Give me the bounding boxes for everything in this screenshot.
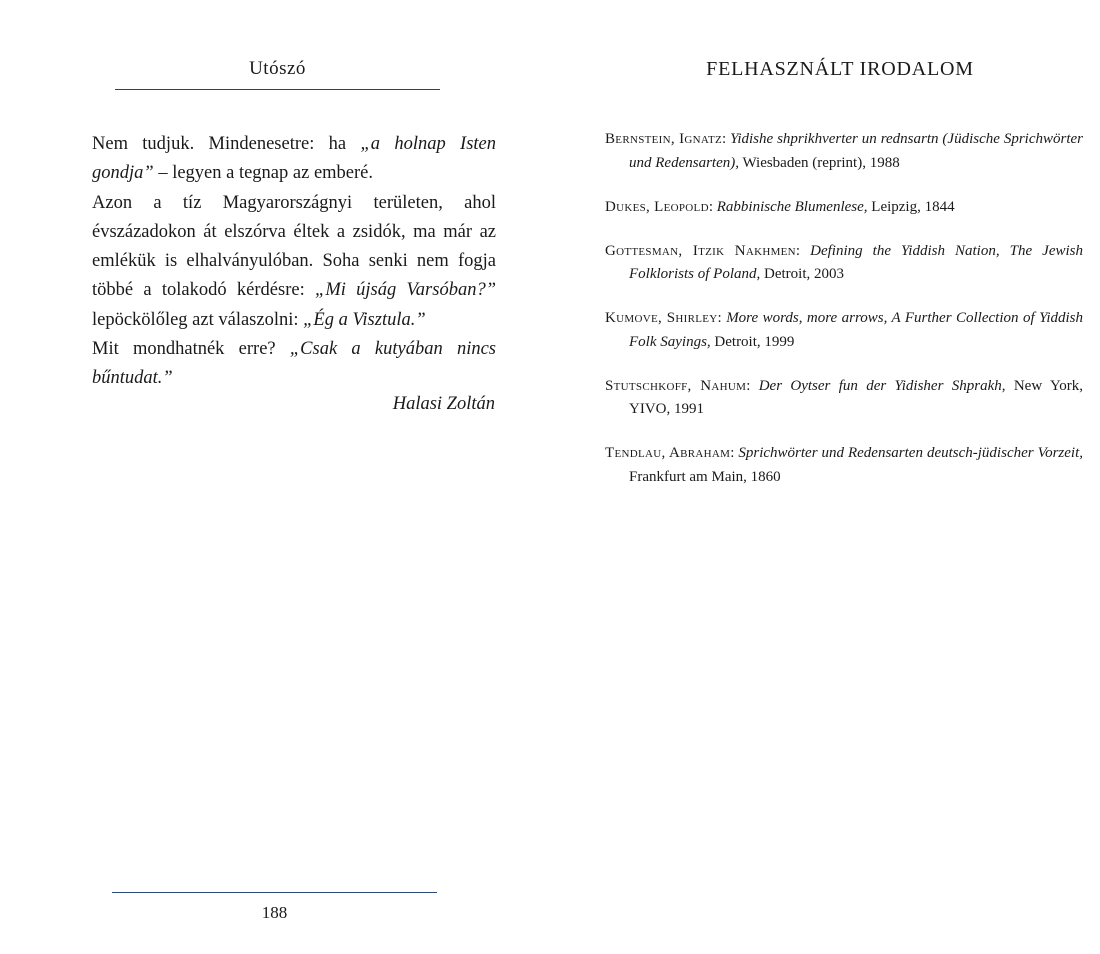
entry-publication: Wiesbaden (reprint), 1988 <box>738 154 900 171</box>
quote-holnap: „a holnap Isten gondja” <box>92 134 497 184</box>
entry-title: Sprichwörter und Redensarten deutsch-jüdischer Vorzeit, <box>738 445 1083 461</box>
footer-rule <box>112 892 437 893</box>
right-page <box>550 0 1100 954</box>
afterword-text <box>92 130 496 394</box>
paragraph-1-text-b: – legyen a tegnap az emberé. <box>153 163 374 184</box>
page-number: 188 <box>261 903 288 922</box>
author-signature: Halasi Zoltán <box>392 394 495 414</box>
bibliography-entry: Bernstein, Ignatz: Yidishe shprikhverter un rednsartn (Jüdische Sprichwörter und Redensarten), Wiesbaden (reprint), 1988 <box>605 131 1083 171</box>
entry-title: Der Oytser fun der Yidisher Shprakh, <box>758 377 1006 394</box>
entry-author: Kumove, Shirley <box>605 310 718 326</box>
bibliography-entry: Tendlau, Abraham: Sprichwörter und Redensarten deutsch-jüdischer Vorzeit, Frankfurt am Main, 1860 <box>605 445 1083 485</box>
entry-publication: New York, YIVO, 1991 <box>629 377 1084 417</box>
section-title: FELHASZNÁLT IRODALOM <box>706 58 974 80</box>
paragraph-1-text-a: Nem tudjuk. Mindenesetre: ha <box>92 134 361 154</box>
paragraph-1 <box>92 130 496 189</box>
quote-varsoban: „Mi újság Varsóban?” <box>315 280 496 301</box>
entry-publication: Detroit, 2003 <box>760 266 844 282</box>
entry-author: Stutschkoff, Nahum <box>605 377 747 394</box>
entry-author: Gottesman, Itzik Nakhmen <box>605 242 796 259</box>
entry-title: More words, more arrows, A Further Collection of Yiddish Folk Sayings, <box>629 310 1083 350</box>
entry-author: Dukes, Leopold <box>605 198 709 215</box>
bibliography-list <box>605 128 1083 510</box>
bibliography-entry: Stutschkoff, Nahum: Der Oytser fun der Yidisher Shprakh, New York, YIVO, 1991 <box>605 377 1084 417</box>
paragraph-3-text-a: Mit mondhatnék erre? <box>92 339 290 360</box>
entry-publication: Frankfurt am Main, 1860 <box>629 468 781 485</box>
entry-publication: Detroit, 1999 <box>710 333 795 350</box>
entry-author: Tendlau, Abraham <box>605 445 731 461</box>
bibliography-entry: Kumove, Shirley: More words, more arrows, A Further Collection of Yiddish Folk Sayings, Detroit, 1999 <box>605 310 1083 350</box>
paragraph-2-text-a: Azon a tíz Magyarországnyi területen, ahol évszázadokon át elszórva éltek a zsidók, ma már az emlékük is elhalványulóban. Soha senki nem fogja többé a tolakodó kérdésre: <box>92 192 496 301</box>
paragraph-3 <box>92 335 496 394</box>
header-rule <box>115 89 440 90</box>
running-head: Utószó <box>249 58 306 79</box>
entry-title: Rabbinische Blumenlese, <box>716 198 868 215</box>
quote-visztula: „Ég a Visztula.” <box>303 309 426 330</box>
paragraph-2 <box>92 189 496 335</box>
entry-title: Defining the Yiddish Nation, The Jewish Folklorists of Poland, <box>629 242 1083 282</box>
quote-kutyaban: „Csak a kutyában nincs bűntudat.” <box>92 339 497 389</box>
entry-author: Bernstein, Ignatz <box>605 131 722 147</box>
bibliography-entry: Dukes, Leopold: Rabbinische Blumenlese, Leipzig, 1844 <box>605 198 955 215</box>
entry-publication: Leipzig, 1844 <box>867 198 955 215</box>
bibliography-entry: Gottesman, Itzik Nakhmen: Defining the Yiddish Nation, The Jewish Folklorists of Poland, Detroit, 2003 <box>605 242 1083 282</box>
paragraph-2-text-b: lepöckölőleg azt válaszolni: <box>92 309 304 330</box>
entry-title: Yidishe shprikhverter un rednsartn (Jüdische Sprichwörter und Redensarten), <box>629 131 1083 171</box>
